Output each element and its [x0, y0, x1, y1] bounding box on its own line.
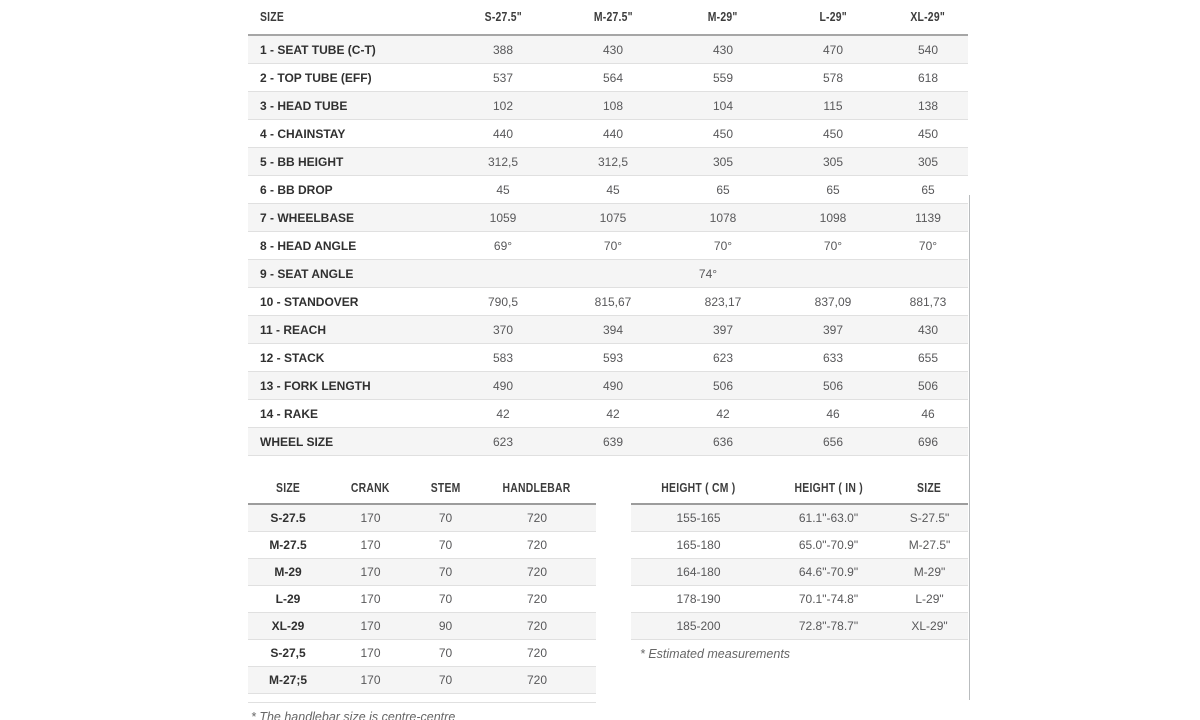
height-cm-cell: 178-190	[631, 586, 766, 613]
geometry-row	[248, 288, 968, 316]
value-cell: 42	[668, 400, 778, 428]
components-header-row	[248, 472, 596, 504]
column-header-size: SIZE	[248, 472, 328, 504]
height-in-cell: 64.6"-70.9"	[766, 559, 891, 586]
value-cell: 430	[888, 316, 968, 344]
handlebar-footnote: * The handlebar size is centre-centre	[251, 710, 456, 720]
geometry-row	[248, 344, 968, 372]
height-in-cell: 61.1"-63.0"	[798, 511, 859, 525]
value-cell: 623	[448, 428, 558, 456]
value-cell: 388	[492, 42, 514, 57]
geometry-row	[248, 428, 968, 456]
components-row	[248, 640, 596, 667]
value-cell: 65	[668, 176, 778, 204]
size-cell: S-27.5"	[909, 511, 950, 525]
value-cell: 70°	[778, 232, 888, 260]
sizing-row	[631, 532, 968, 559]
column-header-l29: L-29"	[778, 0, 888, 35]
height-cm-cell: 155-165	[676, 511, 721, 525]
value-cell: 46	[778, 400, 888, 428]
value-cell: 42	[448, 400, 558, 428]
value-cell: 70	[413, 559, 478, 586]
column-header-size: SIZE	[891, 472, 968, 504]
row-label: 14 - RAKE	[248, 400, 448, 428]
value-cell: 720	[478, 613, 596, 640]
row-label: 1 - SEAT TUBE (C-T)	[260, 42, 376, 57]
value-cell: 490	[448, 372, 558, 400]
value-cell: 559	[668, 64, 778, 92]
size-cell: XL-29"	[891, 613, 968, 640]
components-table	[248, 472, 596, 694]
value-cell: 440	[448, 120, 558, 148]
geometry-header-row	[248, 0, 968, 35]
value-cell: 593	[558, 344, 668, 372]
value-cell: 170	[360, 511, 381, 525]
value-cell: 837,09	[778, 288, 888, 316]
value-cell: 470	[822, 42, 844, 57]
column-header-s275: S-27.5"	[448, 0, 558, 35]
value-cell: 312,5	[448, 148, 558, 176]
value-cell: 506	[888, 372, 968, 400]
size-label: S-27.5	[270, 511, 306, 525]
value-cell: 1139	[888, 204, 968, 232]
value-cell: 115	[778, 92, 888, 120]
row-label: 11 - REACH	[248, 316, 448, 344]
value-cell: 104	[668, 92, 778, 120]
row-label: 7 - WHEELBASE	[248, 204, 448, 232]
vertical-divider	[969, 195, 970, 700]
sizing-row	[631, 586, 968, 613]
value-cell: 1098	[778, 204, 888, 232]
value-cell: 305	[778, 148, 888, 176]
size-label: XL-29	[248, 613, 328, 640]
geometry-row	[248, 92, 968, 120]
value-cell: 540	[917, 42, 939, 57]
height-cm-cell: 164-180	[631, 559, 766, 586]
value-cell: 370	[448, 316, 558, 344]
value-cell: 823,17	[668, 288, 778, 316]
column-header-size: SIZE	[248, 0, 448, 35]
value-cell: 1078	[668, 204, 778, 232]
value-cell: 430	[602, 42, 624, 57]
value-cell: 440	[558, 120, 668, 148]
size-label: S-27,5	[248, 640, 328, 667]
geometry-row	[248, 64, 968, 92]
geometry-row	[248, 316, 968, 344]
value-cell: 102	[448, 92, 558, 120]
geometry-row	[248, 232, 968, 260]
value-cell: 170	[328, 586, 413, 613]
column-header-crank: CRANK	[328, 472, 413, 504]
value-cell: 1075	[558, 204, 668, 232]
size-label: M-27.5	[248, 532, 328, 559]
value-cell: 70°	[558, 232, 668, 260]
size-cell: M-27.5"	[891, 532, 968, 559]
value-cell: 655	[888, 344, 968, 372]
column-header-m275: M-27.5"	[558, 0, 668, 35]
row-label: 4 - CHAINSTAY	[248, 120, 448, 148]
value-cell: 720	[478, 586, 596, 613]
value-cell: 790,5	[448, 288, 558, 316]
value-cell: 450	[668, 120, 778, 148]
value-cell: 45	[558, 176, 668, 204]
value-cell: 564	[558, 64, 668, 92]
value-cell: 450	[778, 120, 888, 148]
value-cell: 170	[328, 559, 413, 586]
height-in-cell: 72.8"-78.7"	[766, 613, 891, 640]
value-cell: 312,5	[558, 148, 668, 176]
row-label: 10 - STANDOVER	[248, 288, 448, 316]
components-row	[248, 667, 596, 694]
components-row	[248, 559, 596, 586]
value-cell: 170	[328, 640, 413, 667]
value-cell: 305	[888, 148, 968, 176]
value-cell: 720	[478, 559, 596, 586]
value-cell: 636	[668, 428, 778, 456]
value-cell: 633	[778, 344, 888, 372]
column-header-height-in: HEIGHT ( IN )	[766, 472, 891, 504]
value-cell: 537	[448, 64, 558, 92]
value-cell: 170	[328, 667, 413, 694]
components-row	[248, 504, 596, 532]
row-label: 8 - HEAD ANGLE	[248, 232, 448, 260]
value-cell: 696	[888, 428, 968, 456]
size-label: M-27;5	[248, 667, 328, 694]
value-cell: 618	[888, 64, 968, 92]
value-cell: 881,73	[888, 288, 968, 316]
column-header-handlebar: HANDLEBAR	[478, 472, 596, 504]
row-label: 6 - BB DROP	[248, 176, 448, 204]
value-cell: 170	[328, 532, 413, 559]
components-section	[248, 472, 596, 720]
size-cell: L-29"	[891, 586, 968, 613]
size-label: M-29	[248, 559, 328, 586]
size-label: L-29	[248, 586, 328, 613]
row-label: 5 - BB HEIGHT	[248, 148, 448, 176]
value-cell: 69°	[448, 232, 558, 260]
value-cell: 305	[668, 148, 778, 176]
value-cell: 506	[668, 372, 778, 400]
value-cell: 430	[712, 42, 734, 57]
value-cell: 815,67	[558, 288, 668, 316]
size-cell: M-29"	[891, 559, 968, 586]
value-cell: 656	[778, 428, 888, 456]
value-cell: 138	[888, 92, 968, 120]
geometry-row	[248, 35, 968, 64]
value-cell: 397	[778, 316, 888, 344]
geometry-row	[248, 176, 968, 204]
value-cell: 70°	[888, 232, 968, 260]
geometry-row	[248, 148, 968, 176]
value-cell: 623	[668, 344, 778, 372]
height-in-cell: 65.0"-70.9"	[766, 532, 891, 559]
row-label: WHEEL SIZE	[248, 428, 448, 456]
row-label: 3 - HEAD TUBE	[248, 92, 448, 120]
value-cell: 1059	[448, 204, 558, 232]
geometry-row	[248, 260, 968, 288]
rider-sizing-table	[631, 472, 968, 640]
column-header-stem: STEM	[413, 472, 478, 504]
sizing-header-row	[631, 472, 968, 504]
value-cell: 450	[888, 120, 968, 148]
components-row	[248, 532, 596, 559]
column-header-xl29: XL-29"	[888, 0, 968, 35]
column-header-m29: M-29"	[668, 0, 778, 35]
height-cm-cell: 165-180	[631, 532, 766, 559]
footnote-divider	[248, 702, 596, 703]
estimated-footnote: * Estimated measurements	[640, 647, 791, 661]
value-cell: 170	[328, 613, 413, 640]
value-cell: 65	[778, 176, 888, 204]
sizing-row	[631, 559, 968, 586]
row-label: 9 - SEAT ANGLE	[248, 260, 448, 288]
value-cell: 70	[413, 667, 478, 694]
geometry-row	[248, 120, 968, 148]
value-cell: 578	[778, 64, 888, 92]
sizing-row	[631, 504, 968, 532]
components-row	[248, 586, 596, 613]
value-cell: 720	[526, 511, 548, 525]
geometry-row	[248, 400, 968, 428]
value-cell: 70	[413, 640, 478, 667]
value-cell: 90	[413, 613, 478, 640]
geometry-row	[248, 372, 968, 400]
row-label: 12 - STACK	[248, 344, 448, 372]
value-cell: 70	[413, 532, 478, 559]
value-cell: 639	[558, 428, 668, 456]
height-in-cell: 70.1"-74.8"	[766, 586, 891, 613]
value-cell: 490	[558, 372, 668, 400]
value-cell: 506	[778, 372, 888, 400]
geometry-row	[248, 204, 968, 232]
value-cell: 70°	[668, 232, 778, 260]
value-cell: 720	[478, 532, 596, 559]
row-label: 2 - TOP TUBE (EFF)	[248, 64, 448, 92]
value-cell: 42	[558, 400, 668, 428]
value-cell: 70	[413, 586, 478, 613]
value-cell-spanned: 74°	[448, 260, 968, 288]
value-cell: 397	[668, 316, 778, 344]
value-cell: 108	[558, 92, 668, 120]
rider-sizing-section	[631, 472, 968, 661]
value-cell: 720	[478, 667, 596, 694]
value-cell: 45	[448, 176, 558, 204]
height-cm-cell: 185-200	[631, 613, 766, 640]
value-cell: 394	[558, 316, 668, 344]
components-row	[248, 613, 596, 640]
value-cell: 65	[888, 176, 968, 204]
geometry-table	[248, 0, 968, 456]
row-label: 13 - FORK LENGTH	[248, 372, 448, 400]
value-cell: 720	[478, 640, 596, 667]
value-cell: 583	[448, 344, 558, 372]
value-cell: 46	[888, 400, 968, 428]
sizing-row	[631, 613, 968, 640]
value-cell: 70	[438, 511, 453, 525]
column-header-height-cm: HEIGHT ( CM )	[631, 472, 766, 504]
